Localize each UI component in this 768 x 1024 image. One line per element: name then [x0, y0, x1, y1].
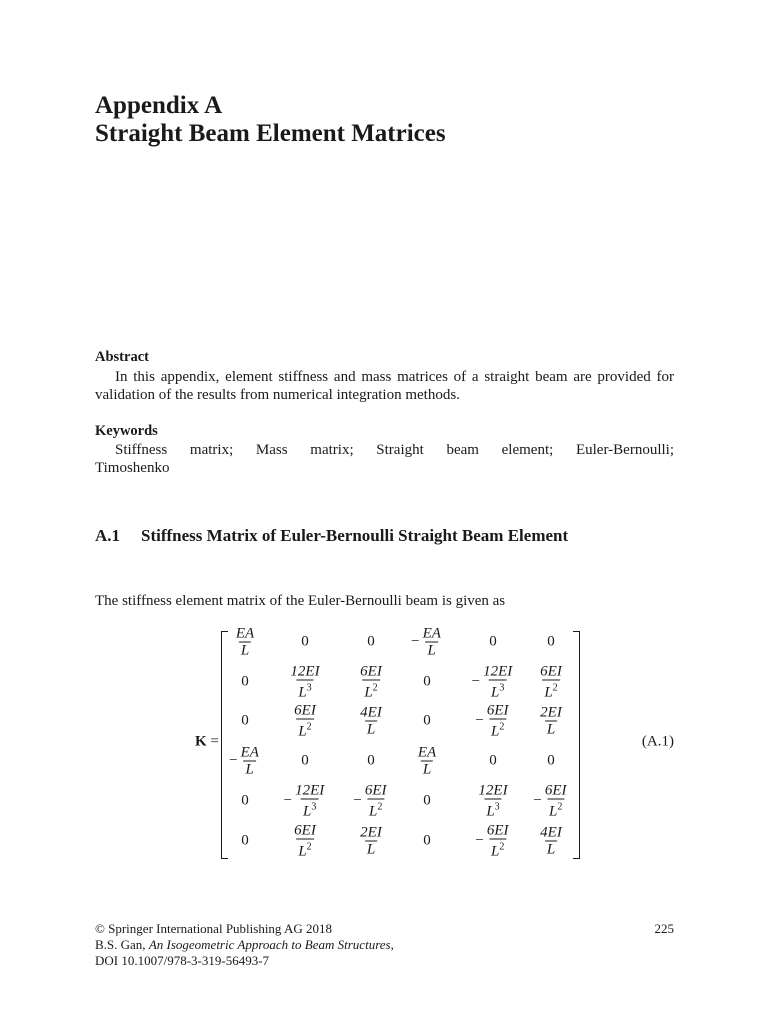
fraction	[292, 823, 318, 860]
equals-sign: =	[210, 733, 219, 750]
numerator: 12EI	[478, 782, 508, 799]
numerator: 12EI	[295, 782, 325, 799]
matrix-entry	[538, 664, 564, 701]
intro-sentence: The stiffness element matrix of the Euler-Bernoulli beam is given as	[95, 593, 506, 609]
fraction	[363, 783, 389, 820]
citation-author: B.S. Gan,	[95, 937, 146, 952]
section-number: A.1	[95, 526, 121, 545]
numerator: 12EI	[483, 663, 513, 680]
appendix-label: Appendix A	[95, 92, 223, 119]
keywords-text: Stiffness matrix; Mass matrix; Straight beam element; Euler-Bernoulli; Timoshenko	[95, 442, 674, 476]
matrix-entry	[284, 783, 327, 820]
denominator: $L^2$	[547, 799, 564, 820]
fraction	[538, 825, 564, 858]
matrix-entry	[423, 833, 431, 850]
matrix-entry	[416, 745, 438, 778]
fraction	[485, 823, 511, 860]
denominator: L	[427, 642, 436, 659]
matrix-entry	[358, 664, 384, 701]
numerator: 12EI	[290, 663, 320, 680]
matrix-entry	[292, 823, 318, 860]
minus-sign: −	[353, 792, 362, 809]
matrix-entry	[301, 634, 309, 651]
matrix-value: 0	[547, 752, 555, 769]
matrix-entry	[301, 753, 309, 770]
matrix-entry	[241, 793, 249, 810]
numerator: 4EI	[540, 824, 562, 841]
matrix-entry	[241, 833, 249, 850]
matrix-entry	[423, 713, 431, 730]
matrix-entry	[472, 664, 515, 701]
numerator: 6EI	[294, 822, 316, 839]
fraction	[358, 825, 384, 858]
matrix-entry	[489, 753, 497, 770]
matrix-entry	[229, 745, 261, 778]
denominator: L	[422, 761, 432, 778]
copyright-line: © Springer International Publishing AG 2018	[95, 921, 332, 936]
matrix-entry	[241, 713, 249, 730]
numerator: EA	[422, 625, 441, 642]
minus-sign: −	[229, 752, 238, 769]
matrix-entry	[288, 664, 321, 701]
matrix-entry	[489, 634, 497, 651]
fraction	[481, 664, 514, 701]
numerator: EA	[235, 625, 255, 642]
matrix-value: 0	[367, 633, 375, 650]
fraction	[543, 783, 569, 820]
numerator: 6EI	[486, 702, 509, 719]
matrix-value: 0	[241, 792, 249, 809]
citation-comma: ,	[390, 937, 394, 952]
fraction	[538, 705, 564, 738]
matrix-entry	[538, 705, 564, 738]
fraction	[239, 745, 261, 778]
matrix-symbol: K	[195, 733, 207, 750]
matrix-entry	[547, 753, 555, 770]
matrix-entry	[353, 783, 388, 820]
minus-sign: −	[283, 792, 293, 809]
matrix-entry	[234, 626, 256, 659]
numerator: 2EI	[540, 704, 562, 721]
denominator: $L^2$	[489, 719, 506, 740]
matrix-value: 0	[423, 673, 431, 690]
matrix-value: 0	[423, 712, 431, 729]
fraction	[358, 705, 384, 738]
right-bracket	[573, 631, 580, 859]
matrix-entry	[367, 753, 375, 770]
numerator: EA	[240, 744, 259, 761]
matrix-value: 0	[489, 752, 497, 769]
matrix-value: 0	[301, 633, 309, 650]
numerator: EA	[417, 744, 437, 761]
matrix-entry	[411, 626, 443, 659]
doi-line: DOI 10.1007/978-3-319-56493-7	[95, 953, 270, 968]
citation-line	[95, 937, 394, 953]
matrix-value: 0	[423, 832, 431, 849]
fraction	[538, 664, 564, 701]
stiffness-matrix-equation	[0, 620, 768, 865]
denominator: $L^2$	[367, 799, 384, 820]
matrix-entry	[475, 823, 510, 860]
appendix-title: Straight Beam Element Matrices	[95, 120, 446, 147]
matrix-entry	[292, 703, 318, 740]
matrix-entry	[475, 703, 510, 740]
matrix-entry	[476, 783, 509, 820]
denominator: $L^2$	[542, 680, 559, 701]
matrix-entry	[423, 793, 431, 810]
matrix-entry	[358, 705, 384, 738]
minus-sign: −	[475, 712, 484, 729]
matrix-value: 0	[367, 752, 375, 769]
numerator: 6EI	[364, 782, 387, 799]
matrix-entry	[367, 634, 375, 651]
denominator: L	[240, 642, 250, 659]
denominator: $L^2$	[296, 839, 313, 860]
equation-lhs	[195, 734, 219, 751]
abstract-heading: Abstract	[95, 349, 149, 365]
numerator: 4EI	[360, 704, 382, 721]
denominator: $L^3$	[484, 799, 501, 820]
numerator: 6EI	[540, 663, 562, 680]
denominator: $L^2$	[489, 839, 506, 860]
matrix-value: 0	[241, 673, 249, 690]
matrix-entry	[358, 825, 384, 858]
fraction	[358, 664, 384, 701]
minus-sign: −	[471, 673, 481, 690]
fraction	[234, 626, 256, 659]
matrix-entry	[533, 783, 568, 820]
fraction	[485, 703, 511, 740]
numerator: 2EI	[360, 824, 382, 841]
matrix-value: 0	[489, 633, 497, 650]
matrix-value: 0	[241, 712, 249, 729]
equation-number: (A.1)	[641, 733, 674, 750]
keywords-heading: Keywords	[95, 423, 158, 439]
minus-sign: −	[533, 792, 542, 809]
numerator: 6EI	[544, 782, 567, 799]
denominator: $L^3$	[296, 680, 313, 701]
denominator: L	[366, 841, 376, 858]
section-title: Stiffness Matrix of Euler-Bernoulli Straight Beam Element	[141, 526, 569, 545]
denominator: $L^2$	[296, 719, 313, 740]
denominator: $L^3$	[489, 680, 506, 701]
denominator: L	[546, 841, 556, 858]
numerator: 6EI	[360, 663, 382, 680]
fraction	[421, 626, 443, 659]
matrix-entry	[547, 634, 555, 651]
numerator: 6EI	[486, 822, 509, 839]
fraction	[288, 664, 321, 701]
fraction	[293, 783, 326, 820]
fraction	[292, 703, 318, 740]
minus-sign: −	[411, 633, 420, 650]
abstract-text: In this appendix, element stiffness and mass matrices of a straight beam are provided for validation of the results from numerical integration methods.	[95, 369, 674, 403]
denominator: $L^3$	[301, 799, 318, 820]
matrix-entry	[538, 825, 564, 858]
denominator: L	[366, 721, 376, 738]
matrix-value: 0	[301, 752, 309, 769]
page-number: 225	[654, 921, 674, 936]
denominator: L	[245, 761, 254, 778]
fraction	[416, 745, 438, 778]
denominator: L	[546, 721, 556, 738]
matrix-value: 0	[423, 792, 431, 809]
left-bracket	[221, 631, 228, 859]
matrix-value: 0	[241, 832, 249, 849]
fraction	[476, 783, 509, 820]
minus-sign: −	[475, 832, 484, 849]
denominator: $L^2$	[362, 680, 379, 701]
numerator: 6EI	[294, 702, 316, 719]
citation-book-title: An Isogeometric Approach to Beam Structures	[148, 937, 391, 952]
matrix-entry	[241, 674, 249, 691]
matrix-entry	[423, 674, 431, 691]
matrix-value: 0	[547, 633, 555, 650]
